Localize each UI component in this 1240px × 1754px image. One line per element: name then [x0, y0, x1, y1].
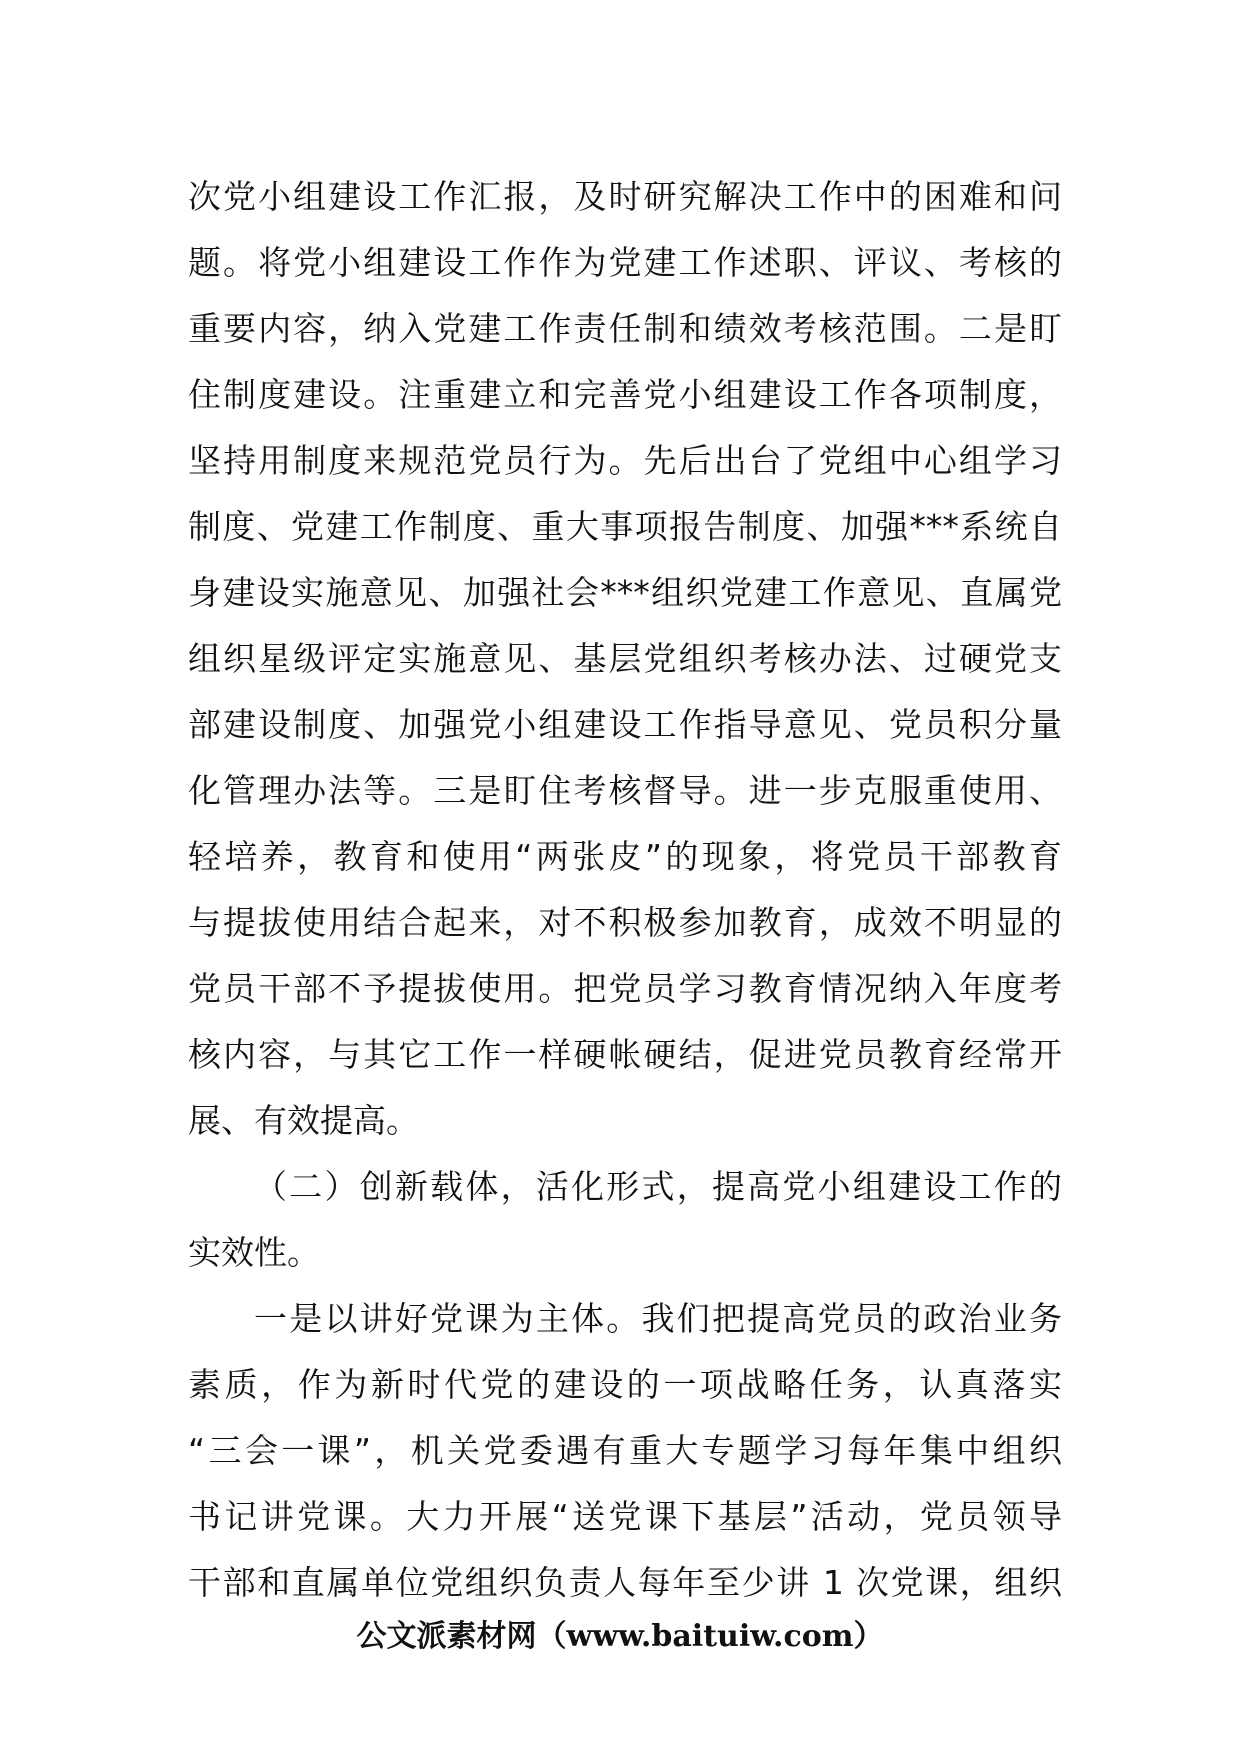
body-line: 次党小组建设工作汇报，及时研究解决工作中的困难和问 [188, 177, 1062, 216]
section-heading-line: 实效性。 [188, 1233, 320, 1272]
body-line: “三会一课”，机关党委遇有重大专题学习每年集中组织 [188, 1431, 1062, 1470]
body-line: 部建设制度、加强党小组建设工作指导意见、党员积分量 [188, 705, 1062, 744]
body-line: 坚持用制度来规范党员行为。先后出台了党组中心组学习 [188, 441, 1062, 480]
body-text [188, 164, 1062, 1616]
body-line: 书记讲党课。大力开展“送党课下基层”活动，党员领导 [188, 1497, 1062, 1536]
body-line: 轻培养，教育和使用“两张皮”的现象，将党员干部教育 [188, 837, 1062, 876]
body-line: 组织星级评定实施意见、基层党组织考核办法、过硬党支 [188, 639, 1062, 678]
body-line: 题。将党小组建设工作作为党建工作述职、评议、考核的 [188, 243, 1062, 282]
body-line: 素质，作为新时代党的建设的一项战略任务，认真落实 [188, 1365, 1062, 1404]
body-line: 展、有效提高。 [188, 1101, 419, 1140]
body-line: 干部和直属单位党组织负责人每年至少讲 1 次党课，组织 [188, 1563, 1062, 1602]
body-line: 核内容，与其它工作一样硬帐硬结，促进党员教育经常开 [188, 1035, 1062, 1074]
body-line: 住制度建设。注重建立和完善党小组建设工作各项制度， [188, 375, 1062, 414]
body-line: 与提拔使用结合起来，对不积极参加教育，成效不明显的 [188, 903, 1062, 942]
body-line: 重要内容，纳入党建工作责任制和绩效考核范围。二是盯 [188, 309, 1062, 348]
body-line: 党员干部不予提拔使用。把党员学习教育情况纳入年度考 [188, 969, 1062, 1008]
body-line: 身建设实施意见、加强社会***组织党建工作意见、直属党 [188, 573, 1062, 612]
footer-watermark: 公文派素材网（www.baituiw.com） [356, 1619, 884, 1654]
section-heading-line: （二）创新载体，活化形式，提高党小组建设工作的 [254, 1167, 1062, 1206]
body-line: 一是以讲好党课为主体。我们把提高党员的政治业务 [254, 1299, 1062, 1338]
body-line: 化管理办法等。三是盯住考核督导。进一步克服重使用、 [188, 771, 1062, 810]
body-line: 制度、党建工作制度、重大事项报告制度、加强***系统自 [188, 507, 1062, 546]
